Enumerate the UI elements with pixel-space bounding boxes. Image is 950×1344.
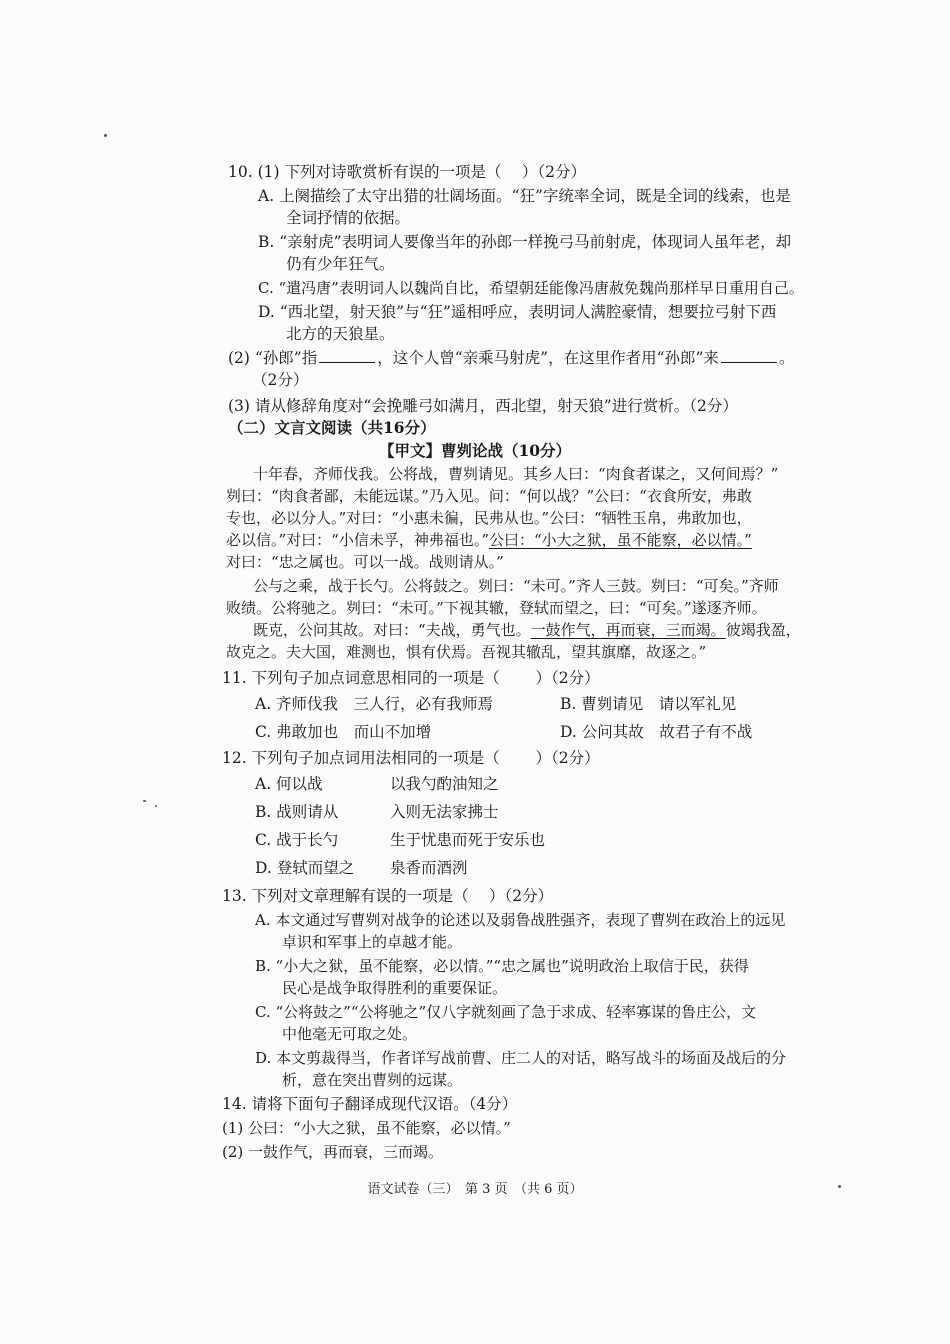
q13-option-c-line2: 中他毫无可取之处。 xyxy=(282,1025,418,1043)
q10-option-b-line2: 仍有少年狂气。 xyxy=(286,255,395,273)
q10-part2 xyxy=(228,348,794,368)
passage-line xyxy=(226,530,752,550)
q11-option-d: D. 公问其故 故君子有不战 xyxy=(560,723,753,741)
q12-option-c-right: 生于忧患而死于安乐也 xyxy=(390,831,546,849)
q10-option-d-line1: D. “西北望，射天狼”与“狂”遥相呼应，表明词人满腔豪情，想要拉弓射下西 xyxy=(258,303,777,321)
q12-option-a-right: 以我勺酌油知之 xyxy=(390,775,499,793)
answer-blank[interactable] xyxy=(721,362,777,363)
passage-line: 公与之乘，战于长勺。公将鼓之。刿曰：“未可。”齐人三鼓。刿曰：“可矣。”齐师 xyxy=(253,577,779,595)
q14-sentence-1: (1) 公曰：“小大之狱，虽不能察，必以情。” xyxy=(222,1119,511,1137)
q10-option-a-line1: A. 上阕描绘了太守出猎的壮阔场面。“狂”字统率全词，既是全词的线索，也是 xyxy=(258,187,791,205)
q11-option-b: B. 曹刿请见 请以军礼见 xyxy=(560,695,737,713)
passage-text: 必以信。”对曰：“小信未孚，神弗福也。” xyxy=(226,531,490,549)
q10-option-a-line2: 全词抒情的依据。 xyxy=(286,209,411,227)
q13-stem: 13. 下列对文章理解有误的一项是（ ）（2分） xyxy=(222,887,554,905)
q11-stem: 11. 下列句子加点词意思相同的一项是（ ）（2分） xyxy=(222,669,600,687)
q12-option-d-right: 泉香而酒洌 xyxy=(390,859,468,877)
q13-option-d-line1: D. 本文剪裁得当，作者详写战前曹、庄二人的对话，略写战斗的场面及战后的分 xyxy=(255,1049,787,1067)
q11-option-a: A. 齐师伐我 三人行，必有我师焉 xyxy=(255,695,494,713)
passage-text: 既克，公问其故。对曰：“夫战，勇气也。 xyxy=(253,621,531,639)
page-footer: 语文试卷（三） 第 3 页 （共 6 页） xyxy=(367,1182,583,1197)
q10-stem: 10. (1) 下列对诗歌赏析有误的一项是（ ）（2分） xyxy=(228,163,586,181)
q13-option-a-line2: 卓识和军事上的卓越才能。 xyxy=(282,933,463,951)
q10-part2-text-a: (2) “孙郎”指 xyxy=(228,349,318,367)
q12-option-b-right: 入则无法家拂士 xyxy=(390,803,499,821)
q11-option-c: C. 弗敢加也 而山不加增 xyxy=(255,723,432,741)
q12-option-b-left: B. 战则请从 xyxy=(255,803,339,821)
q12-option-d-left: D. 登轼而望之 xyxy=(255,859,355,877)
scan-speck xyxy=(155,805,157,807)
section-heading: （二）文言文阅读（共16分） xyxy=(228,418,436,437)
passage-line xyxy=(253,620,801,640)
q10-part2-text-c: 。 xyxy=(778,349,795,367)
q14-stem: 14. 请将下面句子翻译成现代汉语。（4分） xyxy=(222,1095,518,1113)
q10-part2-score: （2分） xyxy=(252,371,309,389)
q12-option-a-left: A. 何以战 xyxy=(255,775,323,793)
scan-speck xyxy=(143,800,146,802)
scan-speck xyxy=(104,134,107,137)
answer-blank[interactable] xyxy=(319,362,375,363)
q12-option-c-left: C. 战于长勺 xyxy=(255,831,339,849)
passage-line: 对曰：“忠之属也。可以一战。战则请从。” xyxy=(226,553,504,571)
q10-option-d-line2: 北方的天狼星。 xyxy=(286,325,395,343)
q13-option-a-line1: A. 本文通过写曹刿对战争的论述以及弱鲁战胜强齐，表现了曹刿在政治上的远见 xyxy=(255,911,786,929)
q13-option-c-line1: C. “公将鼓之”“公将驰之”仅八字就刻画了急于求成、轻率寡谋的鲁庄公，文 xyxy=(255,1003,757,1021)
q14-sentence-2: (2) 一鼓作气，再而衰，三而竭。 xyxy=(222,1143,444,1161)
q12-stem: 12. 下列句子加点词用法相同的一项是（ ）（2分） xyxy=(222,749,600,767)
q10-option-c: C. “遣冯唐”表明词人以魏尚自比，希望朝廷能像冯唐赦免魏尚那样早日重用自己。 xyxy=(258,279,804,297)
q10-part3: (3) 请从修辞角度对“会挽雕弓如满月，西北望，射天狼”进行赏析。（2分） xyxy=(228,397,738,415)
passage-title: 【甲文】曹刿论战（10分） xyxy=(378,441,572,460)
underlined-sentence: 一鼓作气，再而衰，三而竭。 xyxy=(530,621,726,639)
q10-part2-text-b: ，这个人曾“亲乘马射虎”，在这里作者用“孙郎”来 xyxy=(377,349,719,367)
passage-line: 十年春，齐师伐我。公将战，曹刿请见。其乡人曰：“肉食者谋之，又何间焉？” xyxy=(253,465,779,483)
q13-option-b-line1: B. “小大之狱，虽不能察，必以情。”“忠之属也”说明政治上取信于民，获得 xyxy=(255,957,749,975)
q13-option-d-line2: 析，意在突出曹刿的远谋。 xyxy=(282,1071,463,1089)
passage-line: 刿曰：“肉食者鄙，未能远谋。”乃入见。问：“何以战？”公曰：“衣食所安，弗敢 xyxy=(226,487,752,505)
passage-line: 故克之。夫大国，难测也，惧有伏焉。吾视其辙乱，望其旗靡，故逐之。” xyxy=(226,643,707,661)
q13-option-b-line2: 民心是战争取得胜利的重要保证。 xyxy=(282,979,508,997)
passage-line: 败绩。公将驰之。刿曰：“未可。”下视其辙，登轼而望之，曰：“可矣。”遂逐齐师。 xyxy=(226,599,767,617)
passage-line: 专也，必以分人。”对曰：“小惠未徧，民弗从也。”公曰：“牺牲玉帛，弗敢加也， xyxy=(226,509,752,527)
passage-text: 彼竭我盈， xyxy=(725,621,801,639)
underlined-sentence: 公曰：“小大之狱，虽不能察，必以情。” xyxy=(489,531,752,549)
q10-option-b-line1: B. “亲射虎”表明词人要像当年的孙郎一样挽弓马前射虎，体现词人虽年老，却 xyxy=(258,233,792,251)
